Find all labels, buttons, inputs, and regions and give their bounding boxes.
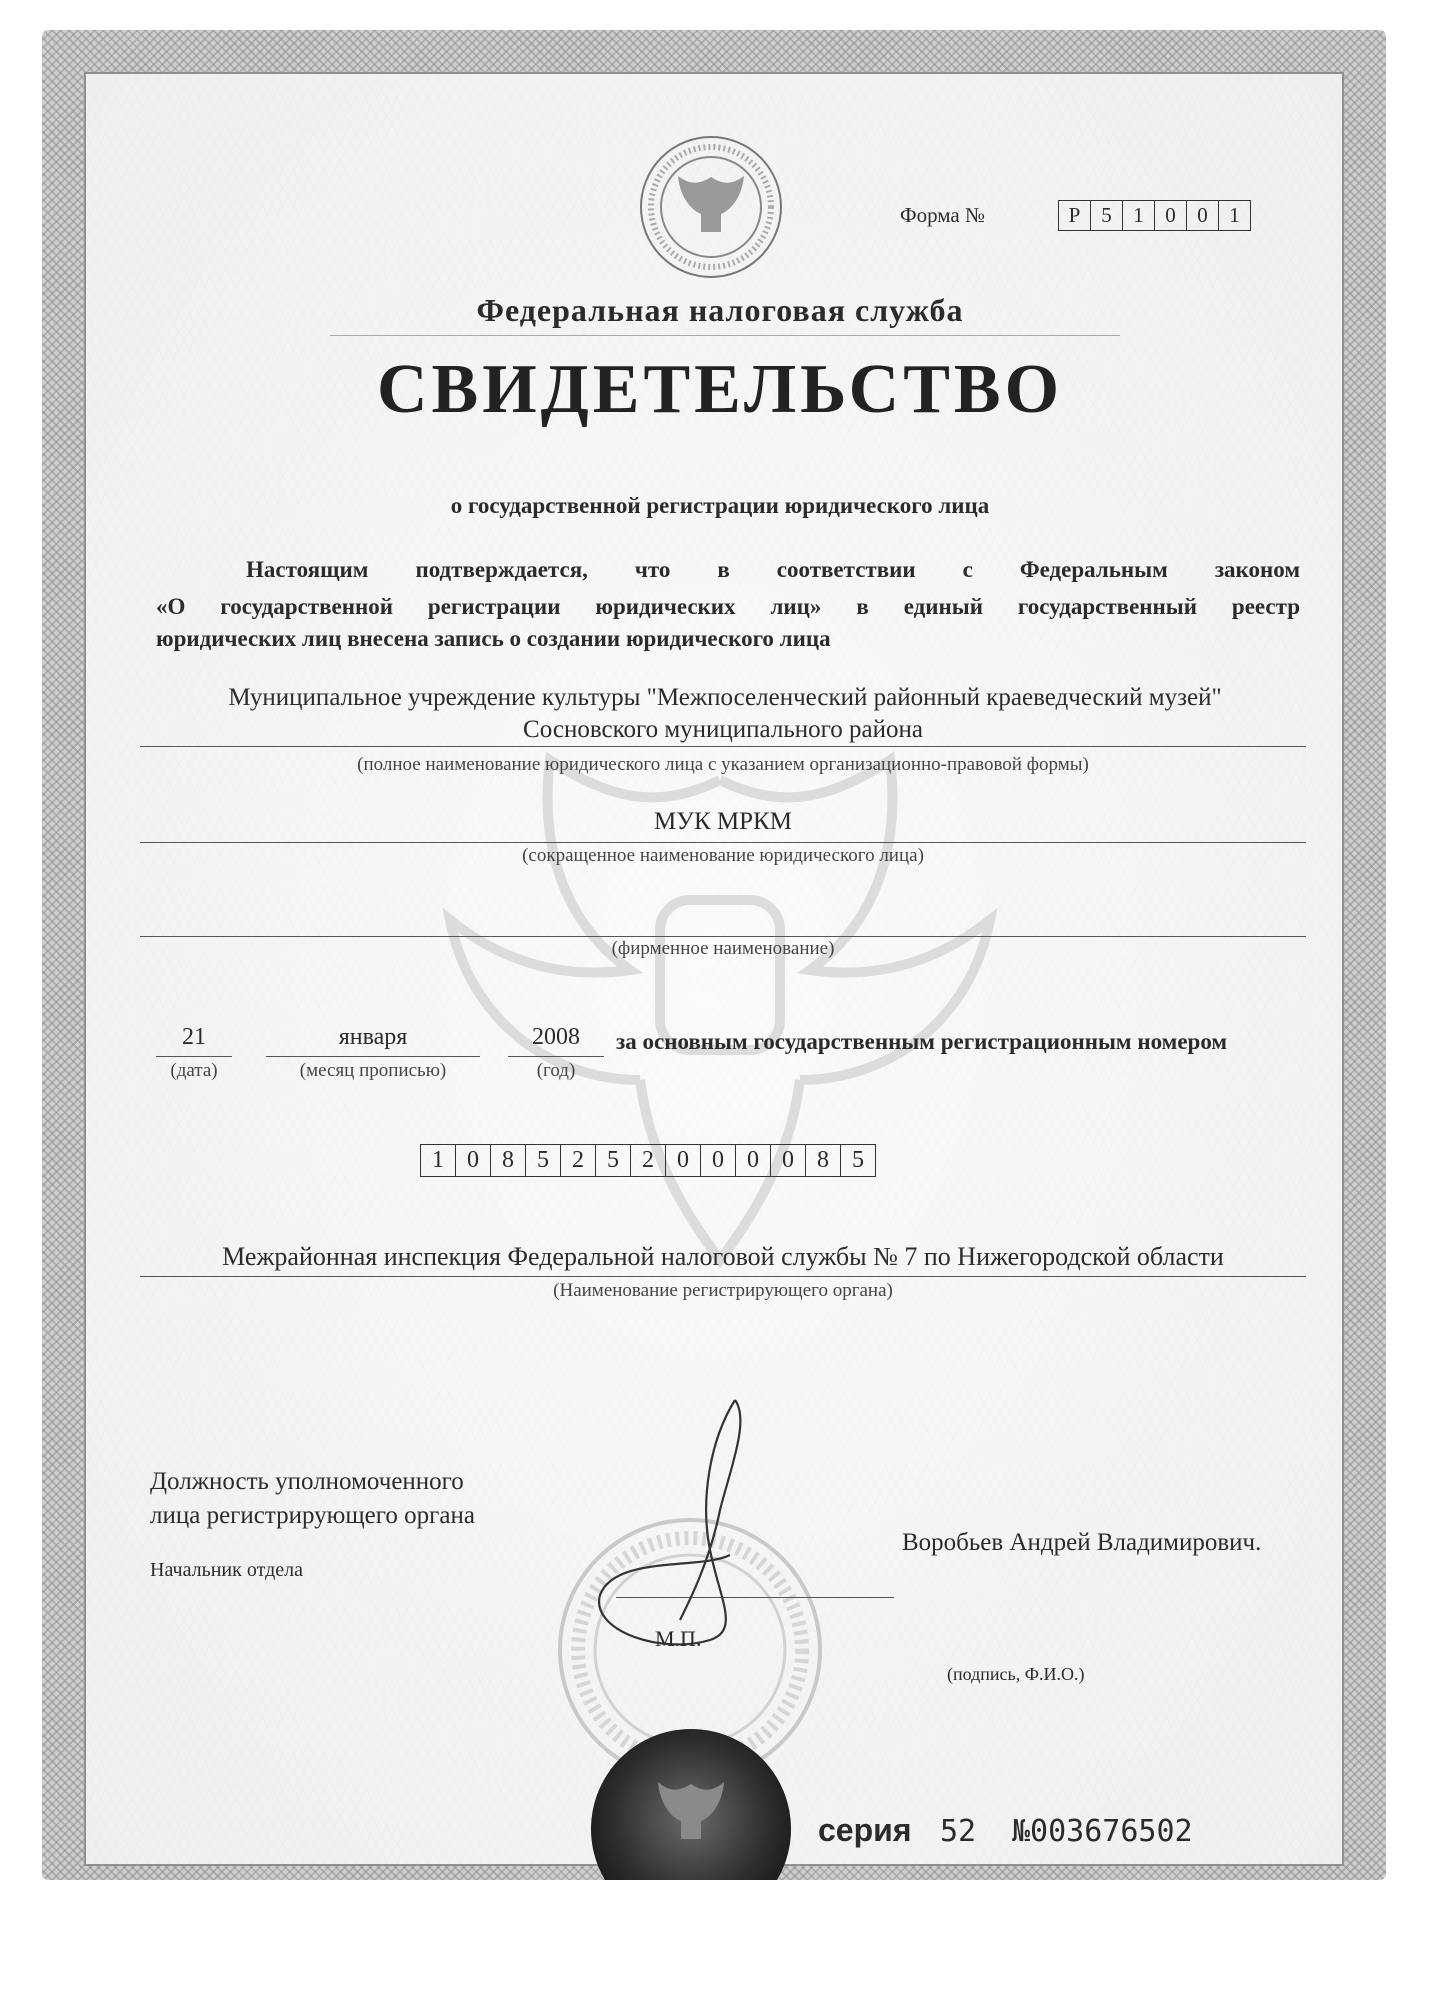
ogrn-digit: 1	[420, 1144, 455, 1177]
intro-line-2: «О государственной регистрации юридических лиц» в единый государственный реестр	[156, 594, 1300, 619]
authority-caption: (Наименование регистрирующего органа)	[553, 1280, 893, 1301]
position-label-line-2: лица регистрирующего органа	[150, 1502, 475, 1529]
signatory-name: Воробьев Андрей Владимирович.	[902, 1529, 1262, 1556]
ogrn-digit: 0	[700, 1144, 735, 1177]
form-digit: 1	[1122, 200, 1154, 231]
ogrn-digit: 0	[770, 1144, 805, 1177]
intro-line-3: юридических лиц внесена запись о создании юридического лица	[156, 626, 831, 651]
series-label: серия	[818, 1812, 912, 1848]
month-caption: (месяц прописью)	[299, 1060, 447, 1081]
ogrn-digit: 8	[490, 1144, 525, 1177]
seal-place-label: М.П.	[655, 1626, 702, 1651]
registering-authority-name: Межрайонная инспекция Федеральной налоговой службы № 7 по Нижегородской области	[140, 1242, 1306, 1277]
form-number-boxes	[1058, 200, 1251, 231]
intro-line-1: Настоящим подтверждается, что в соответствии с Федеральным законом	[246, 557, 1300, 582]
certificate-number: №003676502	[1012, 1814, 1193, 1849]
form-digit: 0	[1186, 200, 1218, 231]
entity-full-name-line-1: Муниципальное учреждение культуры "Межпоселенческий районный краеведческий музей"	[228, 684, 1222, 711]
registration-year: 2008	[508, 1024, 604, 1057]
hologram-seal	[586, 1724, 796, 1880]
signature-caption: (подпись, Ф.И.О.)	[947, 1664, 1085, 1684]
header-divider	[330, 335, 1120, 336]
ogrn-number-boxes	[420, 1144, 876, 1177]
entity-full-name-line-2: Сосновского муниципального района	[140, 716, 1306, 747]
form-digit: 5	[1090, 200, 1122, 231]
watermark-eagle-emblem	[410, 720, 1030, 1280]
ogrn-digit: 2	[560, 1144, 595, 1177]
entity-brand-name	[140, 898, 1306, 937]
agency-name: Федеральная налоговая служба	[476, 292, 964, 328]
registration-month: января	[266, 1024, 480, 1057]
ogrn-digit: 8	[805, 1144, 840, 1177]
certificate-title: СВИДЕТЕЛЬСТВО	[376, 351, 1064, 428]
ogrn-digit: 0	[455, 1144, 490, 1177]
certificate-subtitle: о государственной регистрации юридического лица	[450, 493, 990, 518]
ogrn-digit: 5	[595, 1144, 630, 1177]
ogrn-digit: 0	[735, 1144, 770, 1177]
entity-short-name: МУК МРКМ	[140, 808, 1306, 843]
full-name-caption: (полное наименование юридического лица с указанием организационно-правовой формы)	[357, 754, 1089, 775]
year-caption: (год)	[536, 1060, 576, 1081]
fns-emblem-seal	[636, 132, 786, 282]
ogrn-digit: 5	[525, 1144, 560, 1177]
short-name-caption: (сокращенное наименование юридического лица)	[522, 845, 924, 866]
form-digit: Р	[1058, 200, 1090, 231]
position-value: Начальник отдела	[150, 1559, 303, 1581]
ogrn-digit: 0	[665, 1144, 700, 1177]
brand-name-caption: (фирменное наименование)	[611, 938, 835, 959]
day-caption: (дата)	[170, 1060, 218, 1081]
ogrn-digit: 5	[840, 1144, 876, 1177]
position-label-line-1: Должность уполномоченного	[150, 1468, 464, 1495]
ogrn-label: за основным государственным регистрационным номером	[616, 1029, 1228, 1054]
form-digit: 0	[1154, 200, 1186, 231]
ogrn-digit: 2	[630, 1144, 665, 1177]
series-value: 52	[940, 1814, 977, 1849]
form-number-label: Форма №	[900, 203, 986, 227]
form-digit: 1	[1218, 200, 1251, 231]
registration-day: 21	[156, 1024, 232, 1057]
